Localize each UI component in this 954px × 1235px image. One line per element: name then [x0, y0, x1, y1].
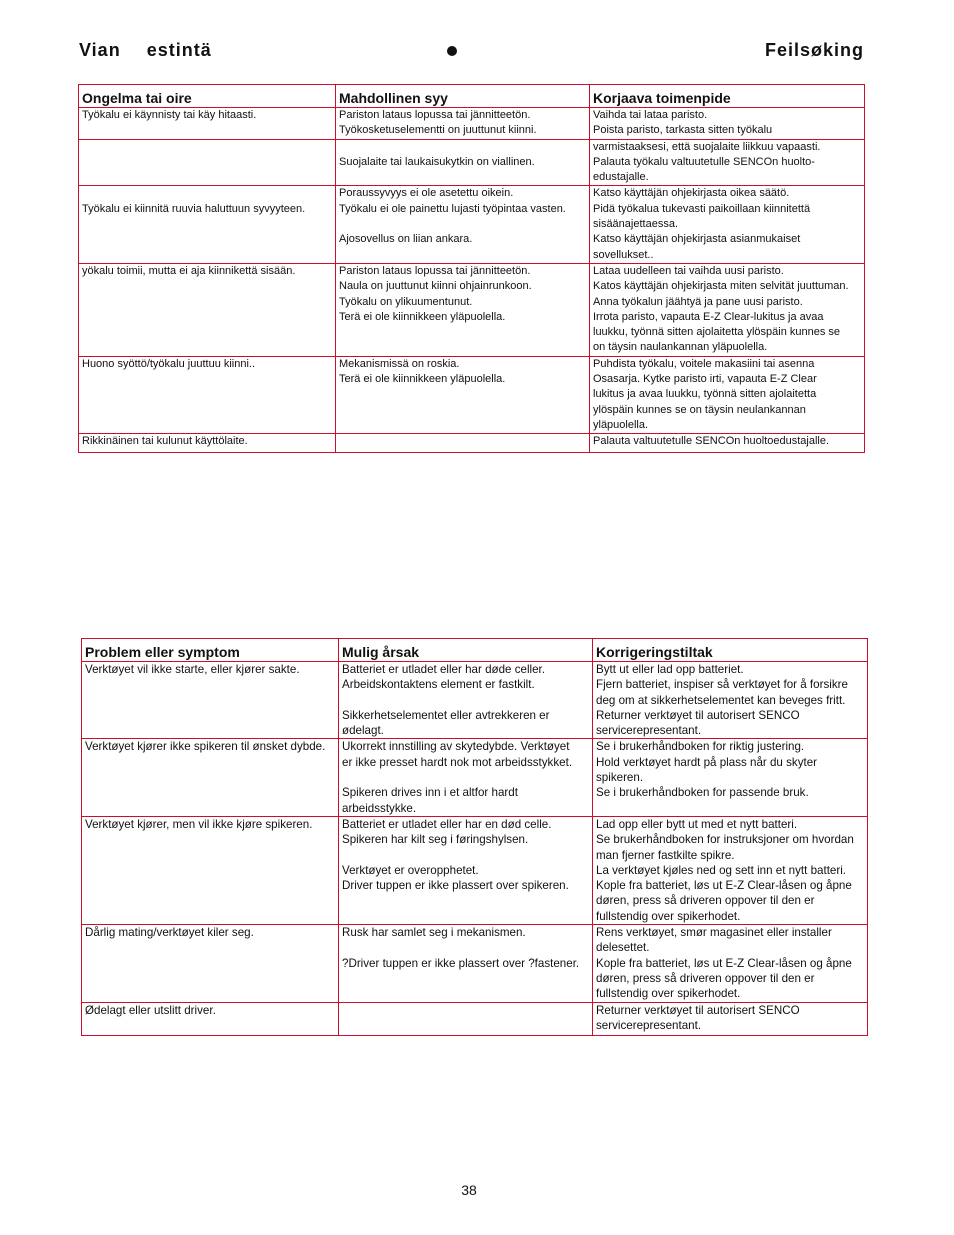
page-number: 38: [461, 1182, 477, 1198]
cell-text-line: fullstendig over spikerhodet.: [596, 987, 741, 1001]
table-header-row: [79, 85, 865, 108]
line-gap: [339, 140, 586, 155]
cell-text-line: Palauta työkalu valtuutetulle SENCOn huolto-: [593, 155, 815, 168]
cell-text-line: Huono syöttö/työkalu juuttuu kiinni..: [82, 357, 256, 370]
cell-text-line: Returner verktøyet til autorisert SENCO: [596, 1003, 800, 1017]
cell-text-line: lukitus ja avaa luukku, työnnä sitten ajolaitetta: [593, 388, 817, 401]
cell-text-line: Verktøyet er overopphetet.: [342, 863, 479, 877]
cell-text-line: Katso käyttäjän ohjekirjasta asianmukaiset: [593, 233, 801, 246]
cell-text-line: Lad opp eller bytt ut med et nytt batteri.: [596, 817, 798, 831]
cell-text-line: man fjerner fastkilte spikre.: [596, 848, 735, 862]
finnish-troubleshooting-table: [78, 84, 865, 453]
cell-text-line: Terä ei ole kiinnikkeen yläpuolella.: [339, 310, 506, 323]
cell-text-line: Mekanismissä on roskia.: [339, 357, 460, 370]
title-word-1: Vian: [79, 40, 121, 60]
cell-text-line: Työkalu ei käynnisty tai käy hitaasti.: [82, 109, 257, 121]
cell-text-line: ylöspäin kunnes se on täysin neulankannan: [593, 403, 806, 416]
cell-text-line: Ajosovellus on liian ankara.: [339, 233, 473, 246]
cell-text-line: Poraussyvyys ei ole asetettu oikein.: [339, 187, 514, 200]
cell-text-line: Työkalu on ylikuumentunut.: [339, 295, 473, 308]
cell-text-line: Verktøyet kjører, men vil ikke kjøre spikeren.: [85, 817, 313, 831]
page-title-finnish: [79, 40, 212, 61]
cause-cell: [336, 186, 590, 263]
problem-cell: [82, 1002, 339, 1035]
table-row: [79, 263, 865, 356]
table-row: [82, 816, 868, 924]
line-gap: [339, 434, 586, 449]
cell-text-line: Osasarja. Kytke paristo irti, vapauta E-Z Clear: [593, 373, 817, 386]
cell-text-line: Lataa uudelleen tai vaihda uusi paristo.: [593, 264, 784, 277]
problem-cell: [82, 816, 339, 924]
fix-cell: [590, 139, 865, 186]
cause-cell: [339, 662, 593, 739]
line-gap: [342, 1003, 589, 1018]
cause-cell: [336, 108, 590, 140]
cell-text-line: Terä ei ole kiinnikkeen yläpuolella.: [339, 373, 506, 386]
problem-cell: [79, 186, 336, 263]
cause-cell: [336, 356, 590, 433]
cell-text-line: sisäänajettaessa.: [593, 218, 678, 231]
cause-cell: [336, 434, 590, 453]
column-header: Mahdollinen syy: [336, 85, 590, 108]
cell-text-line: døren, press så driveren oppover til den er: [596, 894, 815, 908]
cause-cell: [339, 816, 593, 924]
cell-text-line: servicerepresentant.: [596, 1018, 702, 1032]
cell-text-line: delesettet.: [596, 941, 650, 955]
line-gap: [342, 770, 589, 785]
cell-text-line: Katos käyttäjän ohjekirjasta miten selvität juuttuman.: [593, 280, 849, 293]
cell-text-line: spikeren.: [596, 771, 644, 785]
table-row: [82, 662, 868, 739]
cell-text-line: Verktøyet kjører ikke spikeren til ønsket dybde.: [85, 740, 326, 754]
cell-text-line: Puhdista työkalu, voitele makasiini tai asenna: [593, 357, 815, 370]
column-header: Korrigeringstiltak: [593, 639, 868, 662]
cell-text-line: Pariston lataus lopussa tai jännitteetön.: [339, 109, 531, 121]
cell-text-line: Poista paristo, tarkasta sitten työkalu: [593, 124, 773, 137]
cell-text-line: Pariston lataus lopussa tai jännitteetön.: [339, 264, 531, 277]
problem-cell: [79, 108, 336, 140]
table-row: [79, 139, 865, 186]
cell-text-line: Vaihda tai lataa paristo.: [593, 109, 708, 121]
cell-text-line: on täysin naulankannan yläpuolella.: [593, 341, 768, 354]
fix-cell: [593, 816, 868, 924]
problem-cell: [82, 662, 339, 739]
cell-text-line: Arbeidskontaktens element er fastkilt.: [342, 678, 535, 692]
cell-text-line: Bytt ut eller lad opp batteriet.: [596, 663, 744, 676]
cell-text-line: Returner verktøyet til autorisert SENCO: [596, 708, 800, 722]
fix-cell: [590, 356, 865, 433]
cell-text-line: Kople fra batteriet, løs ut E-Z Clear-låsen og åpne: [596, 879, 852, 893]
cell-text-line: Työkosketuselementti on juuttunut kiinni.: [339, 124, 537, 137]
fix-cell: [590, 108, 865, 140]
cell-text-line: Naula on juuttunut kiinni ohjainrunkoon.: [339, 280, 532, 293]
line-gap: [82, 140, 332, 155]
cause-cell: [339, 925, 593, 1002]
column-header: Ongelma tai oire: [79, 85, 336, 108]
cause-cell: [336, 263, 590, 356]
cell-text-line: sovellukset..: [593, 248, 654, 261]
cell-text-line: Spikeren har kilt seg i føringshylsen.: [342, 833, 529, 847]
column-header: Korjaava toimenpide: [590, 85, 865, 108]
cell-text-line: deg om at sikkerhetselementet kan beveges fritt.: [596, 693, 846, 707]
line-gap: [342, 693, 589, 708]
line-gap: [339, 217, 586, 232]
cell-text-line: Rusk har samlet seg i mekanismen.: [342, 926, 526, 940]
cell-text-line: Se brukerhåndboken for instruksjoner om hvordan: [596, 833, 854, 847]
cell-text-line: Työkalu ei kiinnitä ruuvia haluttuun syvyyteen.: [82, 202, 306, 215]
table-row: [79, 108, 865, 140]
table-row: [82, 925, 868, 1002]
cell-text-line: Katso käyttäjän ohjekirjasta oikea säätö.: [593, 187, 790, 200]
cell-text-line: La verktøyet kjøles ned og sett inn et nytt batteri.: [596, 863, 847, 877]
cell-text-line: Se i brukerhåndboken for passende bruk.: [596, 786, 809, 800]
problem-cell: [82, 925, 339, 1002]
cell-text-line: fullstendig over spikerhodet.: [596, 909, 741, 923]
cell-text-line: Ødelagt eller utslitt driver.: [85, 1003, 216, 1017]
cell-text-line: Spikeren drives inn i et altfor hardt: [342, 786, 518, 800]
bullet-dot-icon: [447, 46, 457, 56]
cell-text-line: Fjern batteriet, inspiser så verktøyet for å forsikre: [596, 678, 848, 692]
table-row: [82, 739, 868, 816]
cell-text-line: Ukorrekt innstilling av skytedybde. Verktøyet: [342, 740, 570, 754]
table-row: [82, 1002, 868, 1035]
fix-cell: [593, 739, 868, 816]
table-row: [79, 356, 865, 433]
problem-cell: [79, 356, 336, 433]
fix-cell: [590, 263, 865, 356]
cell-text-line: Työkalu ei ole painettu lujasti työpintaa vasten.: [339, 202, 566, 215]
cell-text-line: Verktøyet vil ikke starte, eller kjører sakte.: [85, 663, 300, 676]
cell-text-line: Irrota paristo, vapauta E-Z Clear-lukitus ja avaa: [593, 310, 824, 323]
column-header: Mulig årsak: [339, 639, 593, 662]
problem-cell: [79, 434, 336, 453]
problem-cell: [79, 139, 336, 186]
line-gap: [82, 186, 332, 201]
cell-text-line: Se i brukerhåndboken for riktig justering.: [596, 740, 805, 754]
cell-text-line: servicerepresentant.: [596, 724, 702, 738]
cell-text-line: Anna työkalun jäähtyä ja pane uusi paristo.: [593, 295, 803, 308]
cell-text-line: ødelagt.: [342, 724, 384, 738]
cause-cell: [336, 139, 590, 186]
line-gap: [342, 848, 589, 863]
cell-text-line: varmistaaksesi, että suojalaite liikkuu vapaasti.: [593, 140, 821, 153]
table-row: [79, 434, 865, 453]
fix-cell: [593, 662, 868, 739]
cause-cell: [339, 739, 593, 816]
problem-cell: [79, 263, 336, 356]
cell-text-line: Kople fra batteriet, løs ut E-Z Clear-låsen og åpne: [596, 956, 852, 970]
cell-text-line: Palauta valtuutetulle SENCOn huoltoedustajalle.: [593, 435, 830, 448]
fix-cell: [590, 186, 865, 263]
line-gap: [342, 940, 589, 955]
cell-text-line: edustajalle.: [593, 171, 649, 184]
cell-text-line: luukku, työnnä sitten ajolaitetta ylöspäin kunnes se: [593, 326, 841, 339]
cell-text-line: Hold verktøyet hardt på plass når du skyter: [596, 755, 818, 769]
cell-text-line: døren, press så driveren oppover til den er: [596, 971, 815, 985]
cell-text-line: Suojalaite tai laukaisukytkin on viallinen.: [339, 155, 535, 168]
cell-text-line: Rens verktøyet, smør magasinet eller installer: [596, 926, 832, 940]
cell-text-line: Driver tuppen er ikke plassert over spikeren.: [342, 879, 569, 893]
cause-cell: [339, 1002, 593, 1035]
cell-text-line: Batteriet er utladet eller har en død celle.: [342, 817, 552, 831]
cell-text-line: arbeidsstykke.: [342, 801, 417, 815]
cell-text-line: er ikke presset hardt nok mot arbeidsstykket.: [342, 755, 573, 769]
cell-text-line: Rikkinäinen tai kulunut käyttölaite.: [82, 435, 248, 448]
fix-cell: [590, 434, 865, 453]
fix-cell: [593, 1002, 868, 1035]
cell-text-line: Sikkerhetselementet eller avtrekkeren er: [342, 708, 550, 722]
cell-text-line: ?Driver tuppen er ikke plassert over ?fastener.: [342, 956, 580, 970]
fix-cell: [593, 925, 868, 1002]
column-header: Problem eller symptom: [82, 639, 339, 662]
cell-text-line: Batteriet er utladet eller har døde celler.: [342, 663, 545, 676]
cell-text-line: Dårlig mating/verktøyet kiler seg.: [85, 926, 254, 940]
cell-text-line: Pidä työkalua tukevasti paikoillaan kiinnitettä: [593, 202, 811, 215]
page-title-norwegian: Feilsøking: [764, 40, 864, 60]
table-header-row: [82, 639, 868, 662]
norwegian-troubleshooting-table: [81, 638, 868, 1036]
problem-cell: [82, 739, 339, 816]
cell-text-line: yläpuolella.: [593, 418, 649, 431]
cell-text-line: yökalu toimii, mutta ei aja kiinnikettä sisään.: [82, 264, 296, 277]
table-row: [79, 186, 865, 263]
title-word-2: estintä: [146, 40, 212, 60]
